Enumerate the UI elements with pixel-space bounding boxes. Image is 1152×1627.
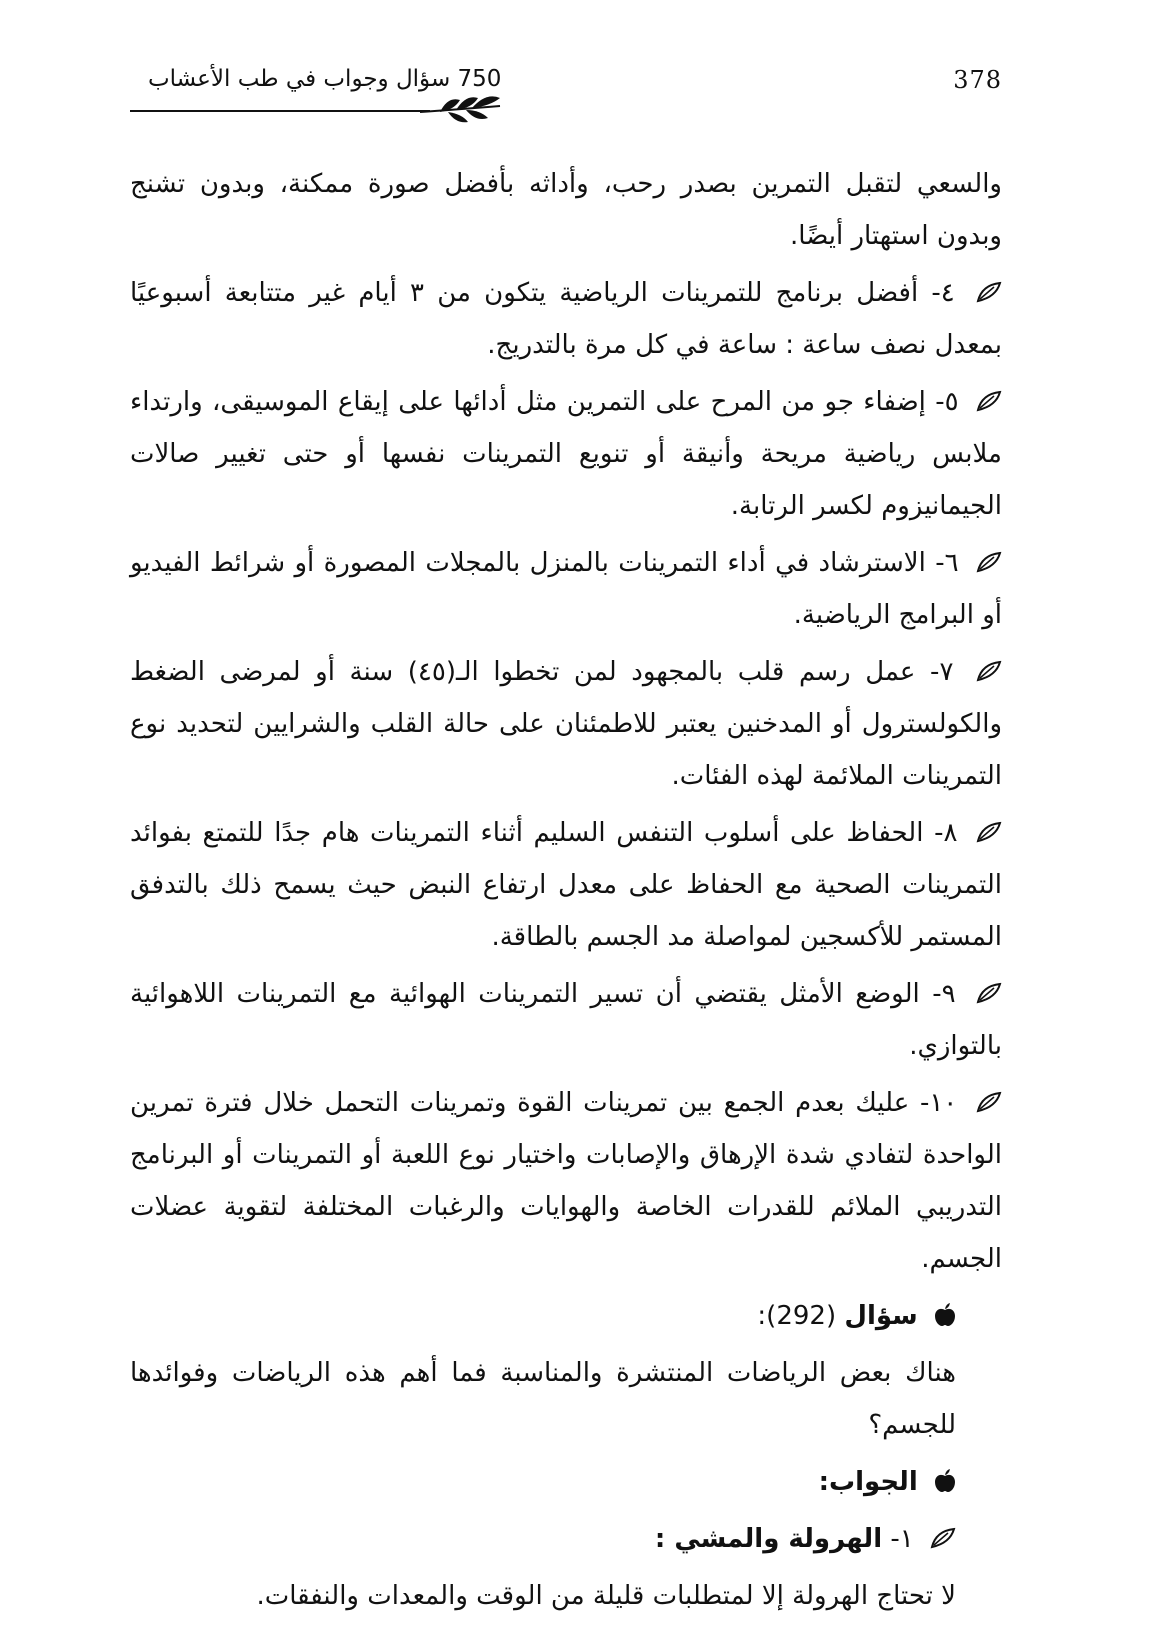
apple-icon (934, 1303, 956, 1327)
question-text (130, 1347, 1002, 1451)
question-heading (130, 1290, 1002, 1342)
item-text: عليك بعدم الجمع بين تمرينات القوة وتمرينات التحمل خلال فترة تمرين الواحدة لتفادي شدة الإرهاق والإصابات واختيار نوع اللعبة أو التمرينات أو البرنامج التدريبي الملائم للقدرات الخاصة والهوايات والرغبات المختلفة لتقوية عضلات الجسم. (130, 1088, 1002, 1274)
question-number: (292) (766, 1301, 837, 1331)
item-text: أفضل برنامج للتمرينات الرياضية يتكون من ٣ أيام غير متتابعة أسبوعيًا بمعدل نصف ساعة : ساعة في كل مرة بالتدريج. (130, 278, 1002, 360)
leaf-bullet-icon (976, 551, 1002, 573)
answer-item-number: ١- (890, 1524, 914, 1554)
question-colon: : (757, 1301, 767, 1331)
question-body: هناك بعض الرياضات المنتشرة والمناسبة فما أهم هذه الرياضات وفوائدها للجسم؟ (130, 1358, 956, 1440)
answer-body: لا تحتاج الهرولة إلا لمتطلبات قليلة من الوقت والمعدات والنفقات. (256, 1581, 956, 1611)
list-item (130, 968, 1002, 1072)
list-item (130, 267, 1002, 371)
leaf-ornament-icon (420, 92, 505, 128)
list-item (130, 807, 1002, 963)
header-rule (130, 110, 430, 112)
leaf-bullet-icon (976, 821, 1002, 843)
answer-item-text (130, 1570, 1002, 1622)
page-number: 378 (953, 66, 1002, 94)
item-number: ٨- (934, 818, 958, 848)
item-text: عمل رسم قلب بالمجهود لمن تخطوا الـ(٤٥) سنة أو لمرضى الضغط والكولسترول أو المدخنين يعتبر للاطمئنان على حالة القلب والشرايين لتحديد نوع التمرينات الملائمة لهذه الفئات. (130, 657, 1002, 791)
answer-label: الجواب: (818, 1467, 918, 1497)
leaf-bullet-icon (930, 1527, 956, 1549)
answer-item-heading (130, 1513, 1002, 1565)
leaf-bullet-icon (976, 1091, 1002, 1113)
item-number: ٧- (930, 657, 954, 687)
item-number: ٦- (935, 548, 959, 578)
leaf-bullet-icon (976, 390, 1002, 412)
leaf-bullet-icon (976, 982, 1002, 1004)
leaf-bullet-icon (976, 281, 1002, 303)
item-number: ٥- (935, 387, 959, 417)
item-number: ١٠- (919, 1088, 958, 1118)
item-text: إضفاء جو من المرح على التمرين مثل أدائها على إيقاع الموسيقى، وارتداء ملابس رياضية مريحة وأنيقة أو تنويع التمرينات نفسها أو حتى تغيير صالات الجيمانيزوم لكسر الرتابة. (130, 387, 1002, 521)
list-item (130, 1077, 1002, 1285)
item-text: الوضع الأمثل يقتضي أن تسير التمرينات الهوائية مع التمرينات اللاهوائية بالتوازي. (130, 979, 1002, 1061)
apple-icon (934, 1469, 956, 1493)
page-content (130, 158, 1002, 1627)
leaf-bullet-icon (976, 660, 1002, 682)
paragraph-continuation (130, 158, 1002, 262)
item-text: الاسترشاد في أداء التمرينات بالمنزل بالمجلات المصورة أو شرائط الفيديو أو البرامج الرياضية. (130, 548, 1002, 630)
item-number: ٩- (932, 979, 956, 1009)
list-item (130, 376, 1002, 532)
item-number: ٤- (931, 278, 955, 308)
item-text: الحفاظ على أسلوب التنفس السليم أثناء التمرينات هام جدًا للتمتع بفوائد التمرينات الصحية مع الحفاظ على معدل ارتفاع النبض حيث يسمح ذلك بالتدفق المستمر للأكسجين لمواصلة مد الجسم بالطاقة. (130, 818, 1002, 952)
list-item (130, 646, 1002, 802)
question-label: سؤال (844, 1301, 918, 1331)
list-item (130, 537, 1002, 641)
book-title: 750 سؤال وجواب في طب الأعشاب (148, 66, 502, 92)
answer-heading (130, 1456, 1002, 1508)
answer-item-title: الهرولة والمشي : (654, 1524, 883, 1554)
paragraph-text: والسعي لتقبل التمرين بصدر رحب، وأداثه بأفضل صورة ممكنة، وبدون تشنج وبدون استهتار أيضًا. (130, 169, 1002, 251)
page-header (130, 60, 1002, 130)
